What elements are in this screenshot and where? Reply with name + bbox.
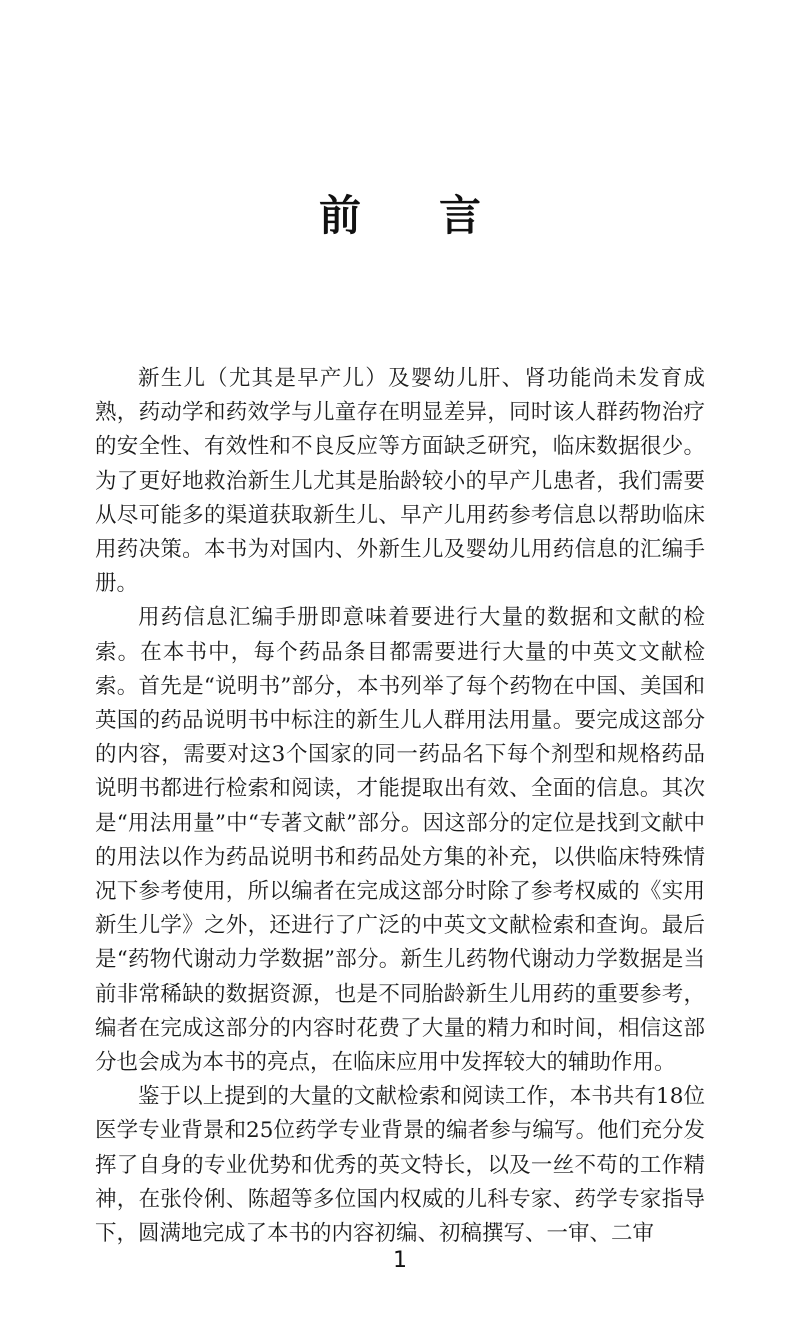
body-text xyxy=(95,362,705,1251)
paragraph-1: 新生儿（尤其是早产儿）及婴幼儿肝、肾功能尚未发育成熟，药动学和药效学与儿童存在明显差异，同时该人群药物治疗的安全性、有效性和不良反应等方面缺乏研究，临床数据很少。为了更好地救治新生儿尤其是胎龄较小的早产儿患者，我们需要从尽可能多的渠道获取新生儿、早产儿用药参考信息以帮助临床用药决策。本书为对国内、外新生儿及婴幼儿用药信息的汇编手册。 xyxy=(95,366,705,597)
paragraph-3: 鉴于以上提到的大量的文献检索和阅读工作，本书共有18位医学专业背景和25位药学专业背景的编者参与编写。他们充分发挥了自身的专业优势和优秀的英文特长，以及一丝不苟的工作精神，在张伶俐、陈超等多位国内权威的儿科专家、药学专家指导下，圆满地完成了本书的内容初编、初稿撰写、一审、二审 xyxy=(95,1084,705,1247)
page-number: 1 xyxy=(393,1248,407,1273)
page-title: 前言 xyxy=(318,191,559,240)
paragraph-2: 用药信息汇编手册即意味着要进行大量的数据和文献的检索。在本书中，每个药品条目都需要进行大量的中英文文献检索。首先是“说明书”部分，本书列举了每个药物在中国、美国和英国的药品说明书中标注的新生儿人群用法用量。要完成这部分的内容，需要对这3个国家的同一药品名下每个剂型和规格药品说明书都进行检索和阅读，才能提取出有效、全面的信息。其次是“用法用量”中“专著文献”部分。因这部分的定位是找到文献中的用法以作为药品说明书和药品处方集的补充，以供临床特殊情况下参考使用，所以编者在完成这部分时除了参考权威的《实用新生儿学》之外，还进行了广泛的中英文文献检索和查询。最后是“药物代谢动力学数据”部分。新生儿药物代谢动力学数据是当前非常稀缺的数据资源，也是不同胎龄新生儿用药的重要参考，编者在完成这部分的内容时花费了大量的精力和时间，相信这部分也会成为本书的亮点，在临床应用中发挥较大的辅助作用。 xyxy=(95,605,705,1076)
